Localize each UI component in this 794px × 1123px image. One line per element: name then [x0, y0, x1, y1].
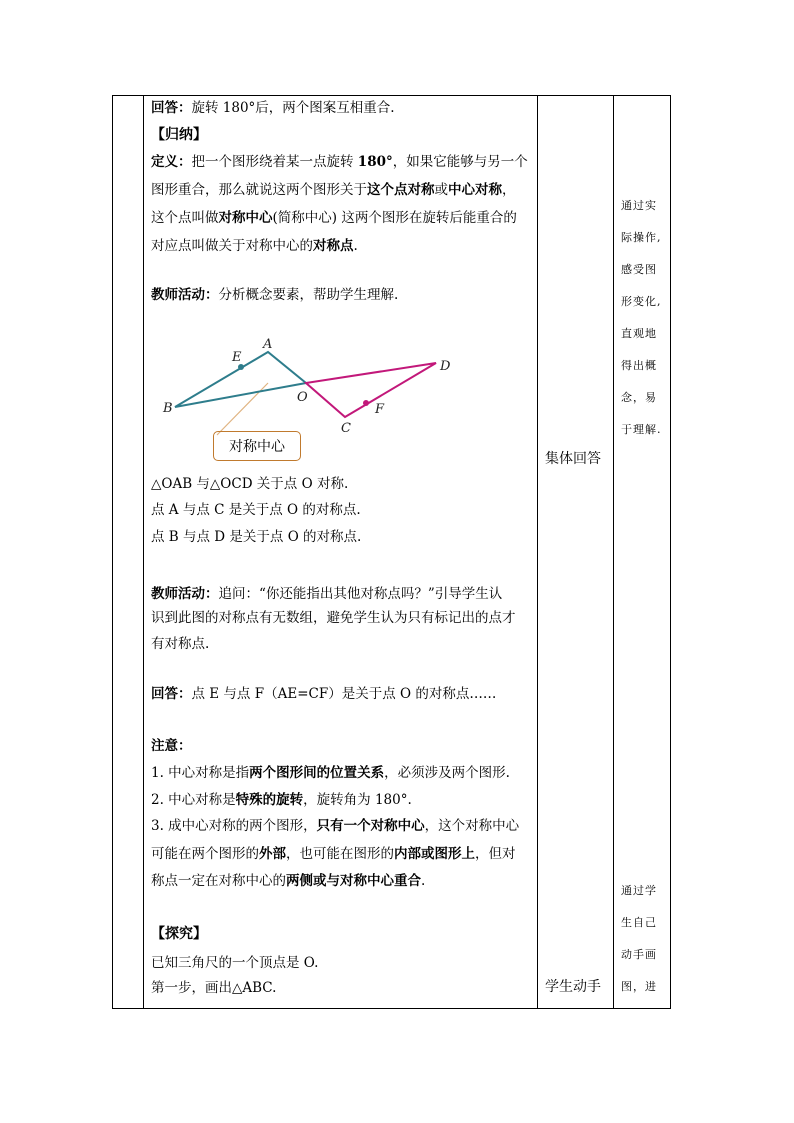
triangle-ocd — [306, 363, 436, 417]
statement-2: 点 A 与点 C 是关于点 O 的对称点. — [151, 502, 361, 518]
definition-line-3: 这个点叫做对称中心(简称中心) 这两个图形在旋转后能重合的 — [151, 210, 517, 226]
label-f: F — [375, 402, 385, 417]
label-d: D — [440, 359, 451, 374]
explore-line-1: 已知三角尺的一个顶点是 O. — [151, 955, 319, 971]
note-2: 2. 中心对称是特殊的旋转，旋转角为 180°. — [151, 792, 412, 808]
definition-line-2: 图形重合，那么就说这两个图形关于这个点对称或中心对称， — [151, 182, 516, 198]
central-symmetry-figure — [150, 325, 470, 465]
answer-1: 回答：旋转 180°后，两个图案互相重合. — [151, 100, 395, 116]
answer-2: 回答：点 E 与点 F（AE=CF）是关于点 O 的对称点…… — [151, 686, 497, 702]
definition-line-4: 对应点叫做关于对称中心的对称点. — [151, 238, 358, 254]
explore-heading: 【探究】 — [151, 926, 207, 942]
column-divider — [143, 95, 144, 1009]
student-activity-1: 集体回答 — [545, 451, 601, 467]
label-c: C — [341, 421, 351, 436]
label-a: A — [263, 337, 273, 352]
teacher-activity-2-line-1: 教师活动：追问：“你还能指出其他对称点吗？”引导学生认 — [151, 586, 503, 602]
symmetry-center-callout: 对称中心 — [213, 431, 301, 461]
table-frame — [112, 95, 671, 1009]
column-divider — [537, 95, 538, 1009]
student-activity-2: 学生动手 — [545, 979, 601, 995]
summary-heading: 【归纳】 — [151, 127, 207, 143]
teacher-activity-1: 教师活动：分析概念要素，帮助学生理解. — [151, 287, 399, 303]
definition-line-1: 定义：把一个图形绕着某一点旋转 180°，如果它能够与另一个 — [151, 154, 528, 170]
note-3-line-1: 3. 成中心对称的两个图形，只有一个对称中心，这个对称中心 — [151, 818, 520, 834]
label-o: O — [297, 390, 308, 405]
teacher-activity-2-line-2: 识到此图的对称点有无数组，避免学生认为只有标记出的点才 — [151, 610, 516, 626]
note-3-line-3: 称点一定在对称中心的两侧或与对称中心重合. — [151, 873, 426, 889]
page: 回答：旋转 180°后，两个图案互相重合. 【归纳】 定义：把一个图形绕着某一点旋转 180°，如果它能够与另一个 图形重合，那么就说这两个图形关于这个点对称或中心对称， 这个点叫做对称中心(简称中心) 这两个图形在旋转后能重合的 对应点叫做关于对称中心的对称点. 教师活动：分析概念要素，帮助学生理解. △OAB 与△OCD 关于点 O 对称. 点 A 与点 C 是关于点 O 的对称点. 点 B 与点 D 是关于点 O 的对称点. 教师活动：追问：“你还能指出其他对称点吗？”引导学生认 识到此图的对称点有无数组，避免学生认为只有标记出的点才 有对称点. 回答：点 E 与点 F（AE=CF）是关于点 O 的对称点…… 注意： 1. 中心对称是指两个图形间的位置关系，必须涉及两个图形. 2. 中心对称是特殊的旋转，旋转角为 180°. 3. 成中心对称的两个图形，只有一个对称中心，这个对称中心 可能在两个图形的外部，也可能在图形的内部或图形上，但对 称点一定在对称中心的两侧或与对称中心重合. 【探究】 已知三角尺的一个顶点是 O. 第一步，画出△ABC. A B C D E F O 对称中心 集体回答 学生动手 通过实 际操作, 感受图 形变化, 直观地 得出概 念，易 于理解. 通过学 生自己 动手画 图，进 — [0, 0, 794, 1123]
statement-3: 点 B 与点 D 是关于点 O 的对称点. — [151, 529, 362, 545]
note-1: 1. 中心对称是指两个图形间的位置关系，必须涉及两个图形. — [151, 765, 510, 781]
column-divider — [613, 95, 614, 1009]
note-3-line-2: 可能在两个图形的外部，也可能在图形的内部或图形上，但对 — [151, 846, 516, 862]
statement-1: △OAB 与△OCD 关于点 O 对称. — [151, 476, 349, 492]
note-heading: 注意： — [151, 738, 192, 754]
explore-line-2: 第一步，画出△ABC. — [151, 980, 277, 996]
label-e: E — [232, 350, 242, 365]
point-f-dot — [363, 400, 369, 406]
teacher-activity-2-line-3: 有对称点. — [151, 636, 210, 652]
label-b: B — [163, 401, 173, 416]
